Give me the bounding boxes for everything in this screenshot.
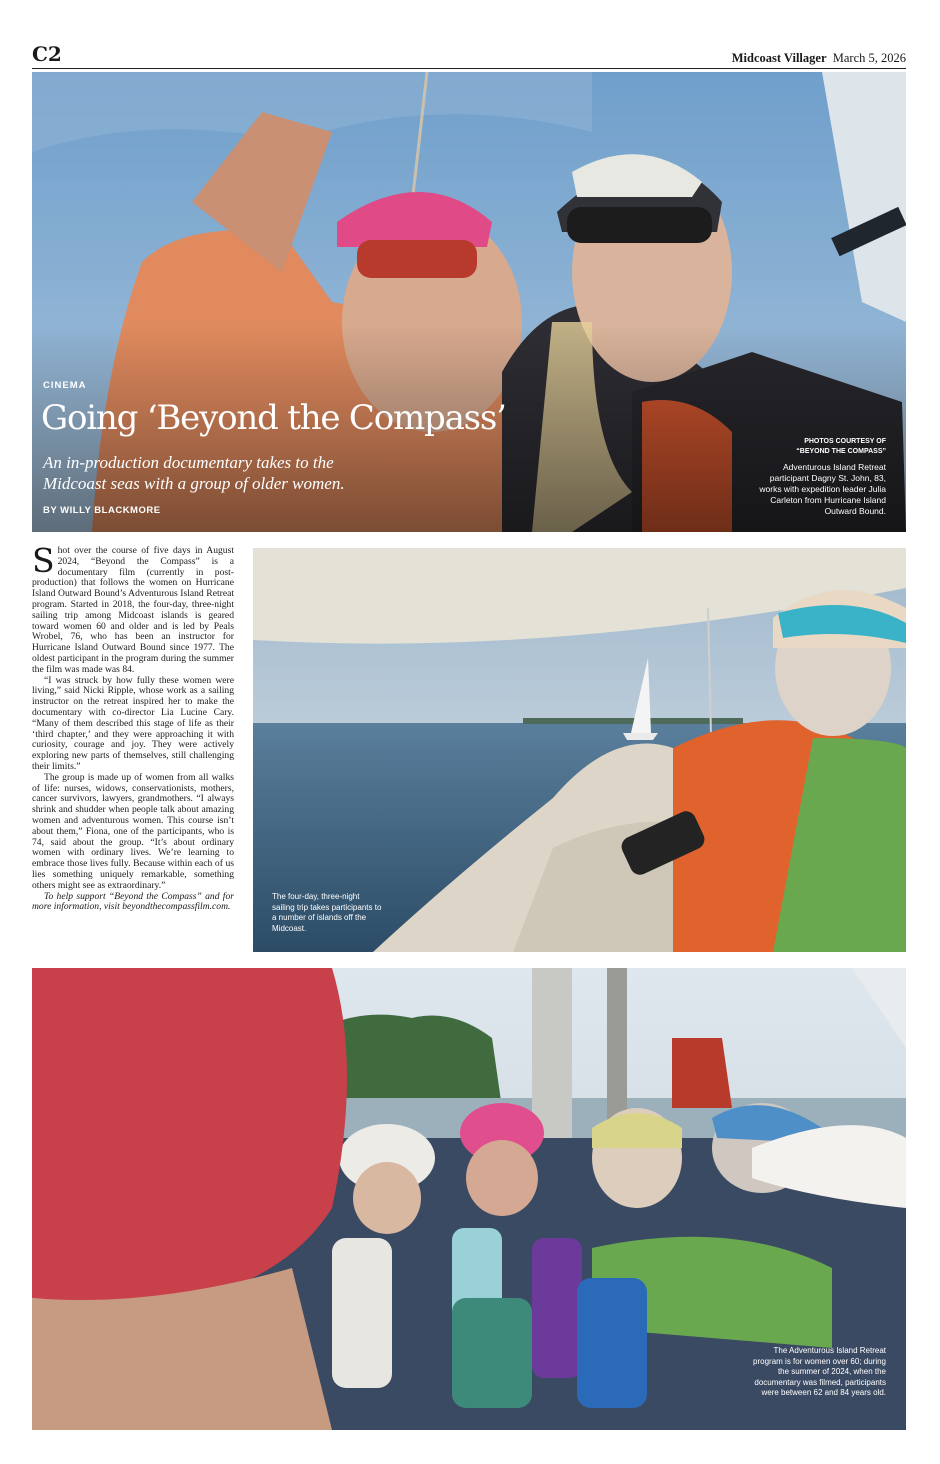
headline: Going ‘Beyond the Compass’ (41, 398, 506, 438)
page-number: C2 (32, 42, 62, 66)
article-paragraph: “I was struck by how fully these women were living,” said Nicki Ripple, whose work as a sailing instructor on the retreat inspired her to make the documentary with co-director Lia Lucine Cary. “Many of them described this stage of life as their ‘third chapter,’ and they were approaching it with curiosity, courage and joy. They were actively exploring new parts of themselves, still challenging their limits.” (32, 674, 234, 772)
hero-caption: Adventurous Island Retreat participant Dagny St. John, 83, works with expedition leader Julia Carleton from Hurricane Island Outward Bound. (759, 462, 886, 516)
sailing-photo (253, 548, 906, 952)
paper-name: Midcoast Villager (731, 51, 827, 65)
section-kicker: CINEMA (43, 380, 87, 391)
article-paragraph (32, 541, 234, 676)
paper-info (732, 51, 906, 66)
group-caption: The Adventurous Island Retreat program is for women over 60; during the summer of 2024, when the documentary was filmed, participants were between 62 and 84 years old. (753, 1346, 886, 1397)
sailing-caption: The four-day, three-night sailing trip takes participants to a number of islands off the Midcoast. (272, 892, 382, 933)
photo-credit-line: PHOTOS COURTESY OF (804, 438, 886, 445)
hero-photo (32, 72, 906, 532)
byline: BY WILLY BLACKMORE (43, 505, 161, 516)
promo-paragraph: To help support “Beyond the Compass” and for more information, visit beyondthecompassfilm.com. (32, 890, 234, 913)
article-body (32, 541, 234, 913)
masthead (32, 40, 906, 69)
group-photo (32, 968, 906, 1430)
paragraph-text: hot over the course of five days in August 2024, “Beyond the Compass” is a documentary film (currently in post-production) that follows the women on Hurricane Island Outward Bound’s Adventurous Island Retreat program. Started in 2018, the four-day, three-night sailing trip among Midcoast islands is geared toward women 60 and older and is led by Peals Wrobel, 76, who has been an instructor for Hurricane Island Outward Bound since 1977. The oldest participant in the program during the summer the film was made was 84. (32, 545, 234, 675)
photo-credit (796, 437, 886, 457)
dek: An in-production documentary takes to the Midcoast seas with a group of older women. (43, 453, 345, 493)
photo-credit-line: “BEYOND THE COMPASS” (796, 448, 886, 455)
article-paragraph: The group is made up of women from all walks of life: nurses, widows, conservationists, mothers, cancer survivors, lawyers, grandmothers. “I always shrink and shudder when people talk about amazing women and adventurous women. This course isn’t about them,” Fiona, one of the participants, who is 74, said about the group. “It’s about ordinary women with ordinary lives. We’re learning to embrace those lives fully. Because within each of us lies something uniquely remarkable, something others might see as extraordinary.” (32, 771, 234, 891)
issue-date: March 5, 2026 (832, 51, 906, 65)
dropcap: S (32, 541, 55, 580)
